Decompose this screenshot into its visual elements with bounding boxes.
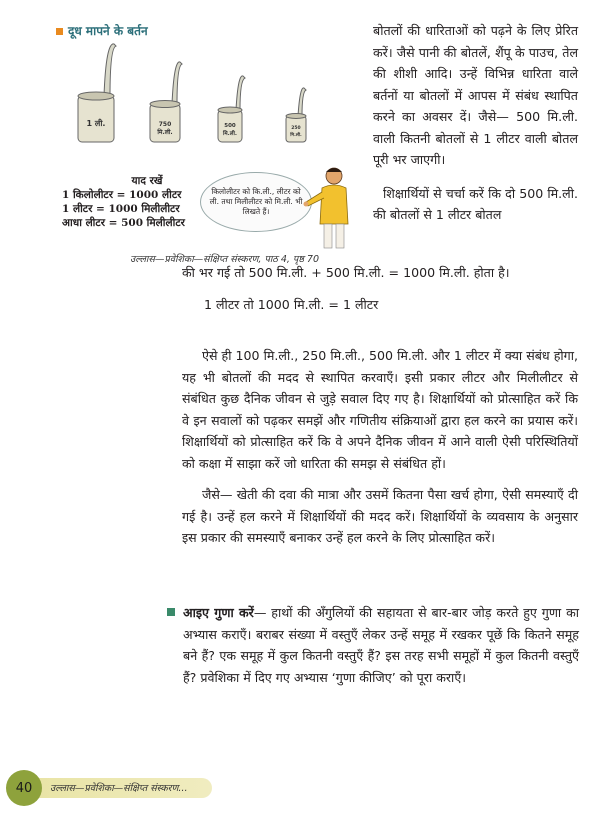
footer-text: उल्लास—प्रवेशिका—संक्षिप्त संस्करण... (50, 783, 188, 794)
measure-cup-1-litre (78, 44, 116, 142)
paragraph: आइए गुणा करें— हाथों की अँगुलियों की सहायता से बार-बार जोड़ करते हुए गुणा का अभ्यास कराएँ। बराबर संख्या में वस्तुएँ लेकर उन्हें समूह में रखकर पूछें कि कितने समूह बने हैं? एक समूह में कुल कितनी वस्तुएँ हैं? इस तरह सभी समूहों में कुल कितनी वस्तुएँ हैं? प्रवेशिका में दिए गए अभ्यास ‘गुणा कीजिए’ को पूरा कराएँ। (183, 605, 579, 685)
illustration-caption: उल्लास—प्रवेशिका—संक्षिप्त संस्करण, पाठ 4, पृष्ठ 70 (130, 254, 320, 265)
paragraph: जैसे— खेती की दवा की मात्रा और उसमें कितना पैसा खर्च होगा, ऐसी समस्याएँ दी गई है। उन्हें हल करने में शिक्षार्थियों की मदद करें। शिक्षार्थियों के व्यवसाय के अनुसार इस प्रकार की समस्याएँ बनाकर उन्हें हल करने के लिए प्रोत्साहित करें। (182, 487, 578, 545)
continuation-block (182, 262, 578, 315)
svg-text:500: 500 (224, 123, 236, 129)
equation-line: 1 लीटर तो 1000 मि.ली. = 1 लीटर (204, 296, 379, 312)
remember-line: 1 किलोलीटर = 1000 लीटर (62, 189, 182, 201)
svg-text:250: 250 (291, 126, 301, 131)
paragraph: बोतलों की धारिताओं को पढ़ने के लिए प्रेरित करें। जैसे पानी की बोतलें, शैंपू के पाउच, तेल की शीशी आदि। उन्हें विभिन्न धारिता वाले बर्तनों या बोतलों में आपस में संबंध स्थापित करने का अवसर दें। जैसे— 500 मि.ली. वाली कितनी बोतलों से 1 लीटर वाली बोतल पूरी भर जाएगी। (373, 23, 578, 167)
page-number: 40 (6, 770, 42, 806)
svg-text:मि.ली.: मि.ली. (290, 133, 302, 138)
right-column (373, 20, 578, 226)
remember-line: 1 लीटर = 1000 मिलीलीटर (62, 203, 180, 215)
svg-text:1 ली.: 1 ली. (86, 119, 106, 128)
svg-text:मि.ली.: मि.ली. (222, 131, 238, 137)
multiplication-section (167, 602, 579, 688)
teacher-figure-icon (300, 162, 360, 252)
measuring-vessels-illustration (40, 14, 360, 264)
square-bullet-icon (167, 608, 175, 616)
paragraph: शिक्षार्थियों से चर्चा करें कि दो 500 मि.ली. की बोतलों से 1 लीटर बोतल (373, 185, 578, 222)
svg-text:मि.ली.: मि.ली. (157, 129, 173, 136)
measure-cup-750-ml (150, 62, 182, 142)
remember-line: आधा लीटर = 500 मिलीलीटर (62, 217, 185, 229)
main-text (182, 345, 578, 559)
paragraph: ऐसे ही 100 मि.ली., 250 मि.ली., 500 मि.ली. और 1 लीटर में क्या संबंध होगा, यह भी बोतलों की मदद से स्थापित करवाएँ। इसी प्रकार लीटर और मिलीलीटर से संबंधित कुछ दैनिक जीवन से जुड़े सवाल दिए गए है। शिक्षार्थियों को प्रोत्साहित करें कि वे इन सवालों को पढ़कर समझें और गणितीय संक्रियाओं द्वारा हल करने का प्रयास करें। शिक्षार्थियों को प्रोत्साहित करें कि वे अपने दैनिक जीवन में आने वाली ऐसी परिस्थितियों को कक्षा में साझा करें जो धारिता की समझ से संबंधित हों। (182, 348, 578, 471)
remember-heading: याद रखें (131, 175, 163, 187)
measuring-cups-drawing (40, 34, 360, 164)
section-heading: आइए गुणा करें (183, 605, 254, 620)
measure-cup-250-ml (286, 88, 306, 142)
illustration-title: दूध मापने के बर्तन (56, 22, 148, 39)
svg-text:750: 750 (158, 121, 172, 128)
paragraph: की भर गई तो 500 मि.ली. + 500 मि.ली. = 1000 मि.ली. होता है। (182, 265, 510, 280)
measure-cup-500-ml (218, 76, 245, 142)
speech-bubble: किलोलीटर को कि.ली., लीटर को ली. तथा मिलीलीटर को मि.ली. भी लिखते हैं। (200, 172, 312, 232)
